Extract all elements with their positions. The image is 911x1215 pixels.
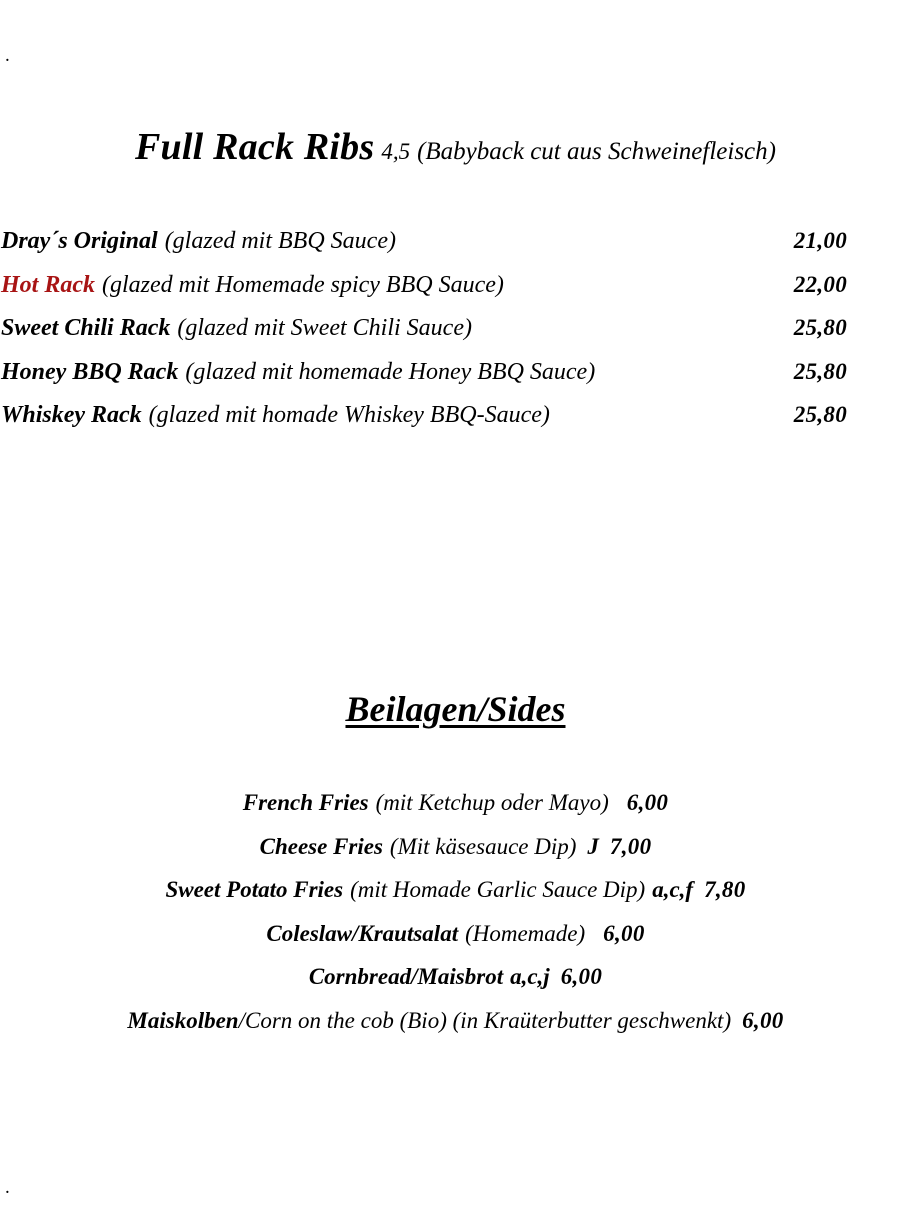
ribs-item-name: Honey BBQ Rack bbox=[1, 358, 179, 385]
ribs-item-price: 21,00 bbox=[793, 228, 847, 253]
ribs-item-text bbox=[1, 315, 472, 342]
ribs-section-heading bbox=[0, 125, 911, 169]
sides-heading-title: Beilagen/Sides bbox=[345, 689, 566, 729]
ribs-item-description: (glazed mit homemade Honey BBQ Sauce) bbox=[185, 358, 596, 385]
ribs-item-text bbox=[1, 402, 550, 429]
side-item-description: (Mit käsesauce Dip) bbox=[389, 833, 577, 859]
side-item-description: (mit Homade Garlic Sauce Dip) bbox=[350, 877, 646, 902]
ribs-item-price: 22,00 bbox=[793, 271, 847, 297]
side-item-price: 6,00 bbox=[603, 920, 645, 946]
side-item-price: 6,00 bbox=[560, 964, 603, 989]
menu-item-row bbox=[0, 315, 911, 359]
menu-item-row bbox=[0, 228, 911, 272]
bottom-dot-mark: . bbox=[5, 1177, 10, 1198]
side-item-price: 6,00 bbox=[742, 1007, 784, 1033]
menu-item-row bbox=[0, 272, 911, 316]
side-item-allergens: a,c,j bbox=[510, 964, 550, 989]
side-item-name: Cheese Fries bbox=[259, 833, 383, 859]
menu-item-row bbox=[0, 359, 911, 403]
ribs-item-name: Sweet Chili Rack bbox=[1, 315, 171, 341]
menu-item-row bbox=[0, 877, 911, 921]
menu-item-row bbox=[0, 790, 911, 834]
side-item-price: 7,00 bbox=[609, 833, 652, 859]
side-item-name: French Fries bbox=[242, 790, 369, 815]
ribs-item-price: 25,80 bbox=[793, 402, 847, 427]
ribs-item-text bbox=[1, 359, 595, 386]
ribs-item-list bbox=[0, 228, 911, 446]
side-item-description: (Homemade) bbox=[465, 920, 586, 946]
ribs-item-description: (glazed mit homade Whiskey BBQ-Sauce) bbox=[148, 402, 550, 428]
side-item-name: Coleslaw/Krautsalat bbox=[266, 920, 459, 946]
ribs-item-name: Dray´s Original bbox=[1, 228, 158, 254]
menu-item-row bbox=[0, 402, 911, 446]
ribs-item-description: (glazed mit Homemade spicy BBQ Sauce) bbox=[102, 271, 504, 298]
side-item-allergens: a,c,f bbox=[652, 877, 694, 902]
menu-item-row bbox=[0, 1008, 911, 1052]
sides-item-list bbox=[0, 790, 911, 1051]
ribs-item-name: Hot Rack bbox=[1, 271, 95, 298]
ribs-item-description: (glazed mit Sweet Chili Sauce) bbox=[177, 315, 472, 341]
ribs-item-name: Whiskey Rack bbox=[1, 402, 142, 428]
ribs-heading-note: (Babyback cut aus Schweinefleisch) bbox=[417, 138, 776, 165]
side-item-allergens: J bbox=[587, 833, 599, 859]
ribs-item-text bbox=[1, 228, 396, 255]
ribs-item-price: 25,80 bbox=[793, 315, 847, 340]
menu-item-row bbox=[0, 964, 911, 1008]
side-item-price: 7,80 bbox=[704, 877, 746, 902]
side-item-description: (mit Ketchup oder Mayo) bbox=[375, 790, 609, 815]
side-item-description: /Corn on the cob (Bio) (in Kraüterbutter geschwenkt) bbox=[238, 1007, 732, 1033]
top-dot-mark: . bbox=[5, 45, 10, 66]
menu-item-row bbox=[0, 834, 911, 878]
ribs-heading-allergens: 4,5 bbox=[381, 139, 411, 164]
side-item-price: 6,00 bbox=[626, 790, 669, 815]
menu-item-row bbox=[0, 921, 911, 965]
ribs-heading-title: Full Rack Ribs bbox=[135, 126, 375, 168]
ribs-item-text bbox=[1, 272, 504, 299]
side-item-name: Cornbread/Maisbrot bbox=[308, 964, 504, 989]
sides-section-heading bbox=[0, 688, 911, 730]
ribs-item-price: 25,80 bbox=[793, 358, 847, 384]
side-item-name: Sweet Potato Fries bbox=[165, 877, 344, 902]
ribs-item-description: (glazed mit BBQ Sauce) bbox=[164, 228, 396, 254]
side-item-name: Maiskolben bbox=[127, 1007, 239, 1033]
